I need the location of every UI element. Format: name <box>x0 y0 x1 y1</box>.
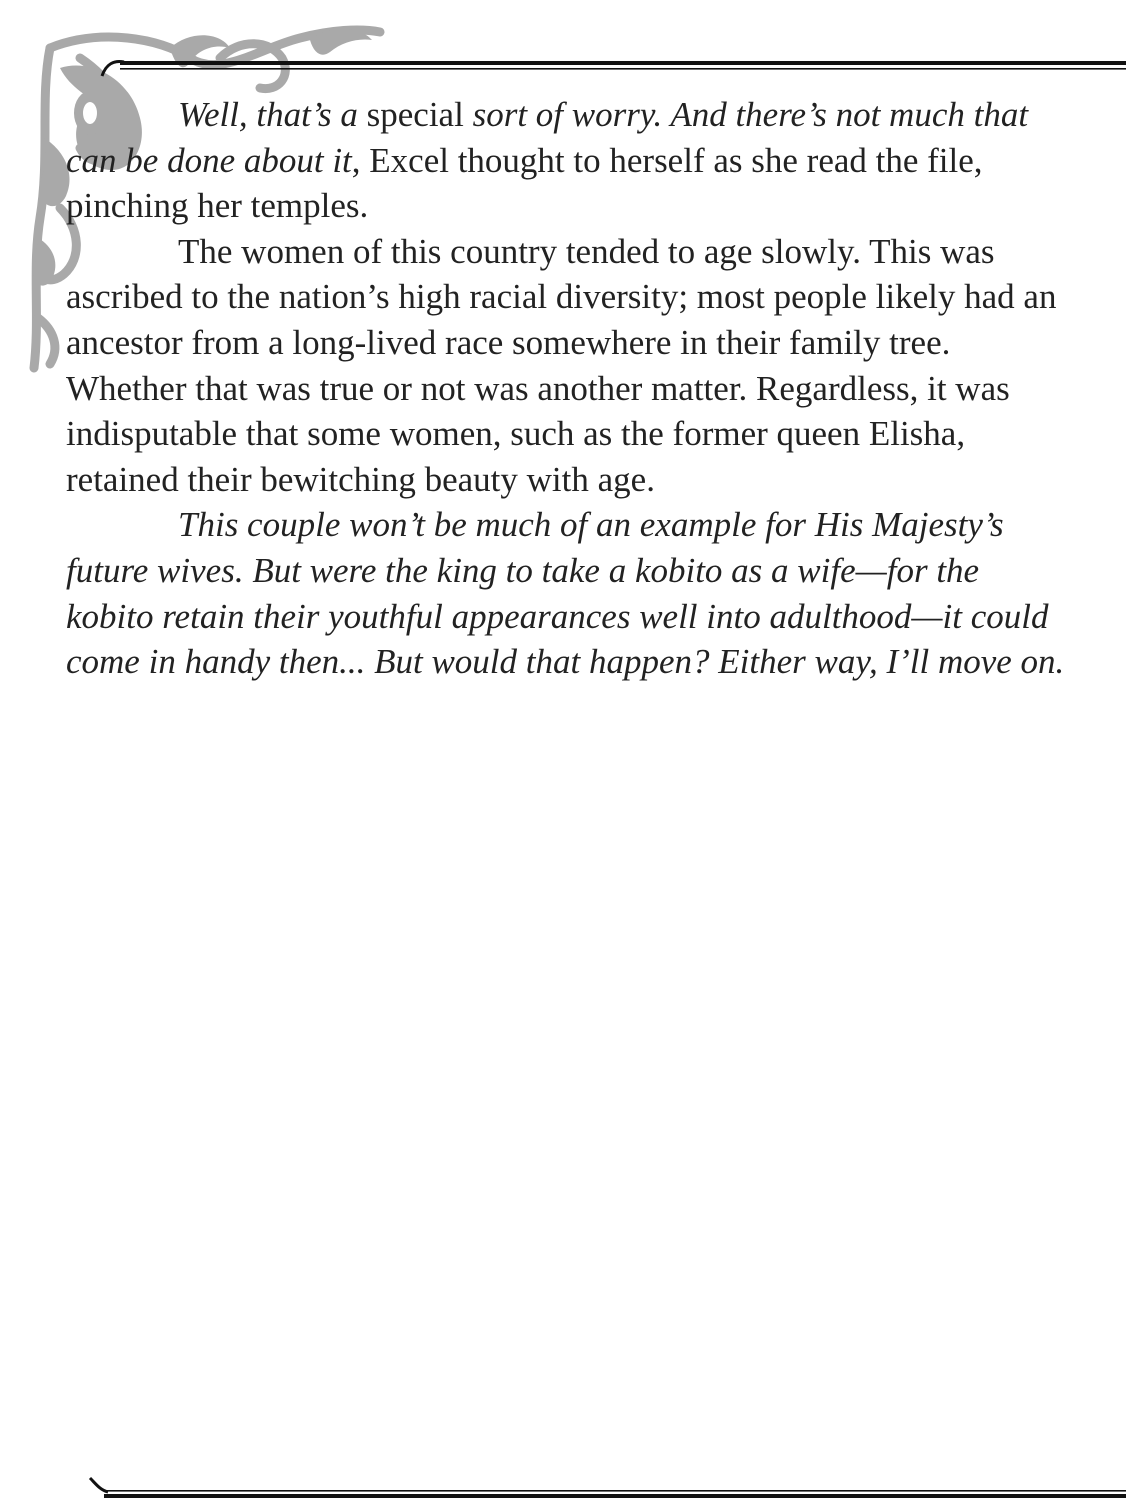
paragraph <box>66 229 1066 503</box>
italic-text: Well, that’s a <box>178 95 367 134</box>
bottom-double-rule-border-icon <box>86 1474 1126 1500</box>
paragraph <box>66 502 1066 684</box>
body-text: The women of this country tended to age slowly. This was ascribed to the nation’s high racial diversity; most people likely had an ancestor from a long-lived race somewhere in their family tree. Whether that was true or not was another matter. Regardless, it was indisputable that some women, such as the former queen Elisha, retained their bewitching beauty with age. <box>66 231 1057 499</box>
italic-text: sort of worry. And there’s not much that can be done about it <box>66 95 1029 180</box>
body-text: special <box>366 95 473 134</box>
body-text: , Excel thought to herself as she read the file, pinching her temples. <box>66 140 983 226</box>
document-body <box>66 92 1066 685</box>
italic-text: This couple won’t be much of an example for His Majesty’s future wives. But were the king to take a kobito as a wife—for the kobito retain their youthful appearances well into adulthood—it could come in handy then... But would that happen? Either way, I’ll move on. <box>66 505 1065 682</box>
paragraph <box>66 92 1066 229</box>
top-double-rule-border-icon <box>100 56 1126 80</box>
